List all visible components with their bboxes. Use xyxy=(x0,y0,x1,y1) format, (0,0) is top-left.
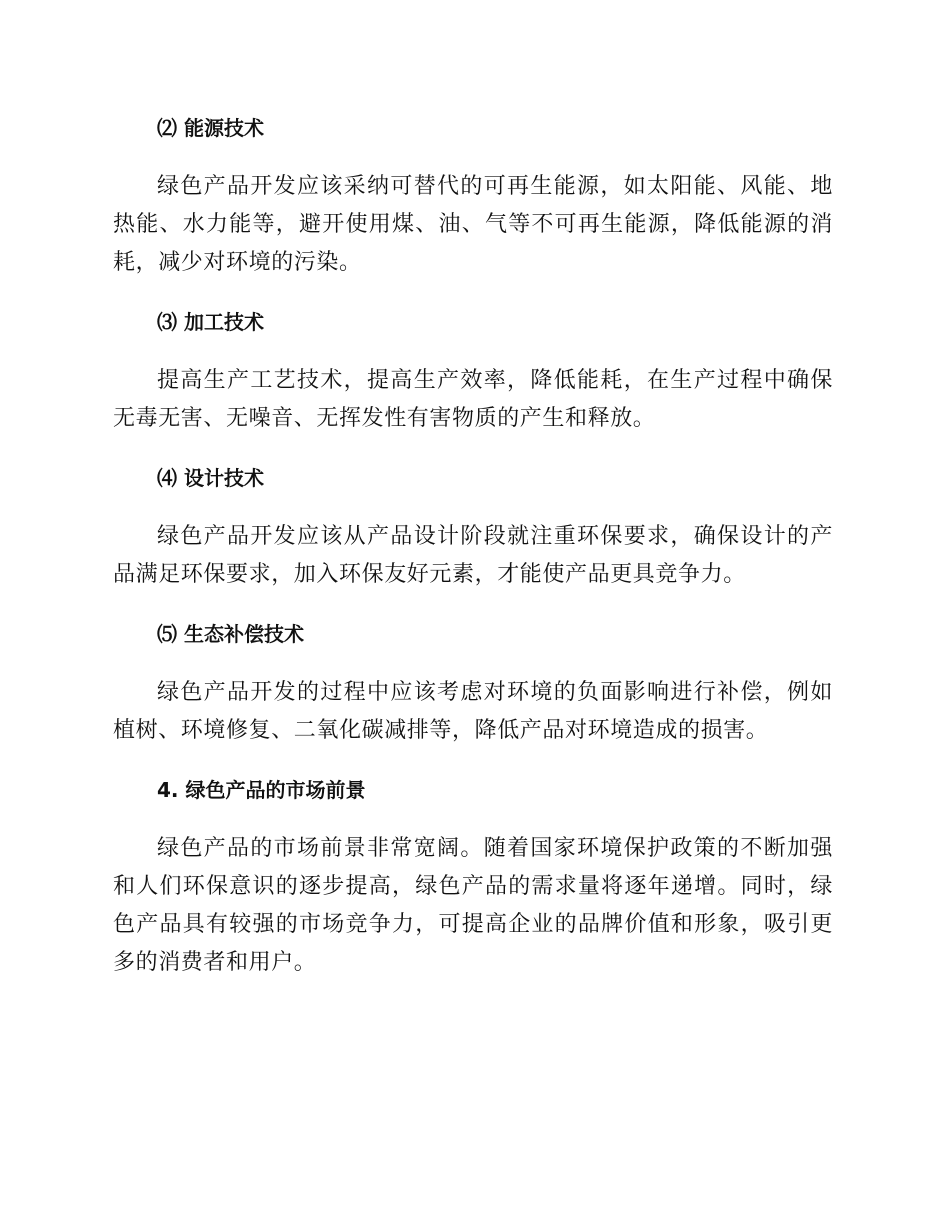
section-paragraph-energy-technology: 绿色产品开发应该采纳可替代的可再生能源，如太阳能、风能、地热能、水力能等，避开使用煤、油、气等不可再生能源，降低能源的消耗，减少对环境的污染。 xyxy=(113,174,833,275)
section-heading-energy-technology: ⑵ 能源技术 xyxy=(157,116,264,140)
section-paragraph-market-prospects: 绿色产品的市场前景非常宽阔。随着国家环境保护政策的不断加强和人们环保意识的逐步提高，绿色产品的需求量将逐年递增。同时，绿色产品具有较强的市场竞争力，可提高企业的品牌价值和形象，吸引更多的消费者和用户。 xyxy=(113,836,833,975)
section-paragraph-design-technology: 绿色产品开发应该从产品设计阶段就注重环保要求，确保设计的产品满足环保要求，加入环保友好元素，才能使产品更具竞争力。 xyxy=(113,524,833,587)
section-paragraph-ecological-compensation: 绿色产品开发的过程中应该考虑对环境的负面影响进行补偿，例如植树、环境修复、二氧化碳减排等，降低产品对环境造成的损害。 xyxy=(113,680,833,743)
section-heading-processing-technology: ⑶ 加工技术 xyxy=(157,310,264,334)
section-paragraph-processing-technology: 提高生产工艺技术，提高生产效率，降低能耗，在生产过程中确保无毒无害、无噪音、无挥发性有害物质的产生和释放。 xyxy=(113,368,833,431)
section-heading-design-technology: ⑷ 设计技术 xyxy=(157,466,264,490)
document-body xyxy=(113,108,833,1002)
section-heading-market-prospects: 4. 绿色产品的市场前景 xyxy=(157,778,366,802)
section-heading-ecological-compensation: ⑸ 生态补偿技术 xyxy=(157,622,304,646)
